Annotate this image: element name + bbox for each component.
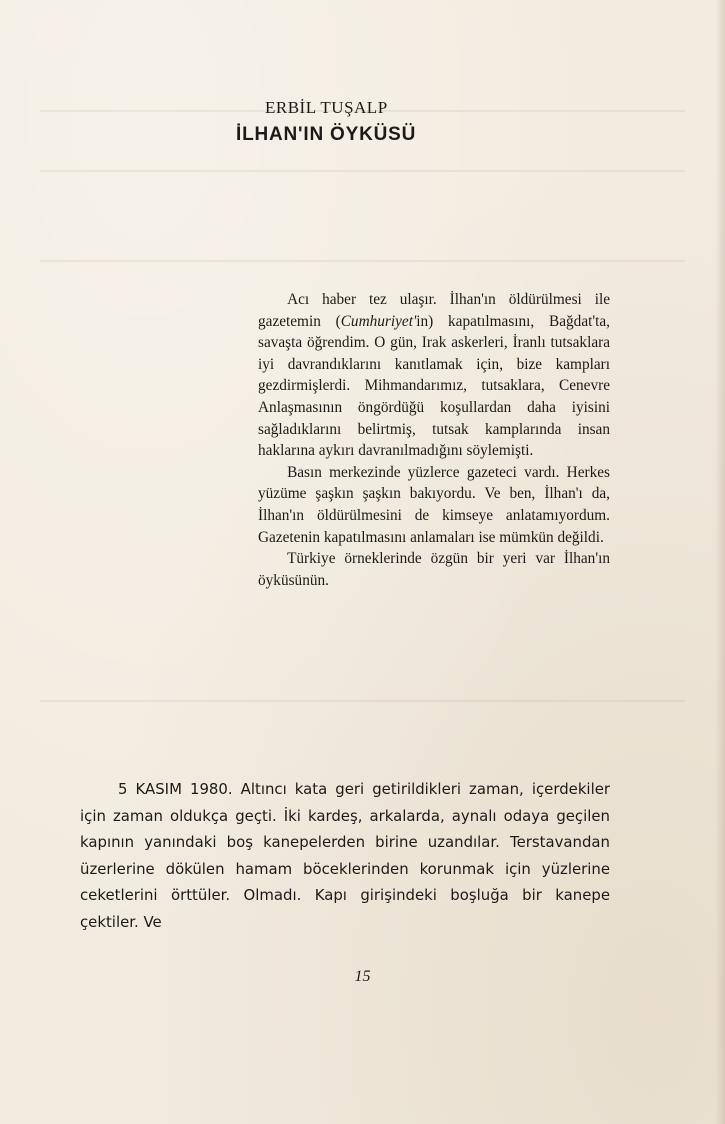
- epigraph-quote: [258, 289, 610, 591]
- author-name: ERBİL TUŞALP: [265, 98, 388, 117]
- bleed-through-line: [40, 170, 685, 172]
- quote-paragraph: Türkiye örneklerinde özgün bir yeri var İlhan'ın öyküsünün.: [258, 550, 610, 589]
- chapter-header: [236, 98, 496, 146]
- page-edge-shadow: [715, 0, 725, 1124]
- body-paragraph: 5 KASIM 1980. Altıncı kata geri getirildikleri zaman, içerdekiler için zaman oldukça geçti. İki kardeş, arkalarda, aynalı odaya geçilen kapının yanındaki boş kanepelerden birine uzandılar. Terstavandan üzerlerine dökülen hamam böceklerinden korunmak için yüzlerine ceketlerini örttüler. Olmadı. Kapı girişindeki boşluğa bir kanepe çektiler. Ve: [80, 780, 610, 931]
- bleed-through-line: [40, 700, 685, 702]
- body-text: [80, 776, 610, 935]
- quote-paragraph: Basın merkezinde yüzlerce gazeteci vardı. Herkes yüzüme şaşkın şaşkın bakıyordu. Ve ben, İlhan'ı da, İlhan'ın öldürülmesini de kimseye anlatamıyordum. Gazetenin kapatılmasını anlamaları ise mümkün değildi.: [258, 463, 610, 546]
- quote-paragraph: Acı haber tez ulaşır. İlhan'ın öldürülmesi ile gazetemin (Cumhuriyet'in) kapatılmasını, Bağdat'ta, savaşta öğrendim. O gün, Irak askerleri, İranlı tutsaklara iyi davrandıklarını kanıtlamak için, bize kampları gezdirmişlerdi. Mihmandarımız, tutsaklara, Cenevre Anlaşmasının öngördüğü koşullardan daha iyisini sağladıklarını belirtmiş, tutsak kamplarında insan haklarına aykırı davranılmadığını söylemişti.: [258, 291, 610, 460]
- newspaper-name: Cumhuriyet': [340, 312, 417, 330]
- chapter-title: İLHAN'IN ÖYKÜSÜ: [236, 124, 417, 145]
- page-number: 15: [354, 968, 371, 985]
- bleed-through-line: [40, 260, 685, 262]
